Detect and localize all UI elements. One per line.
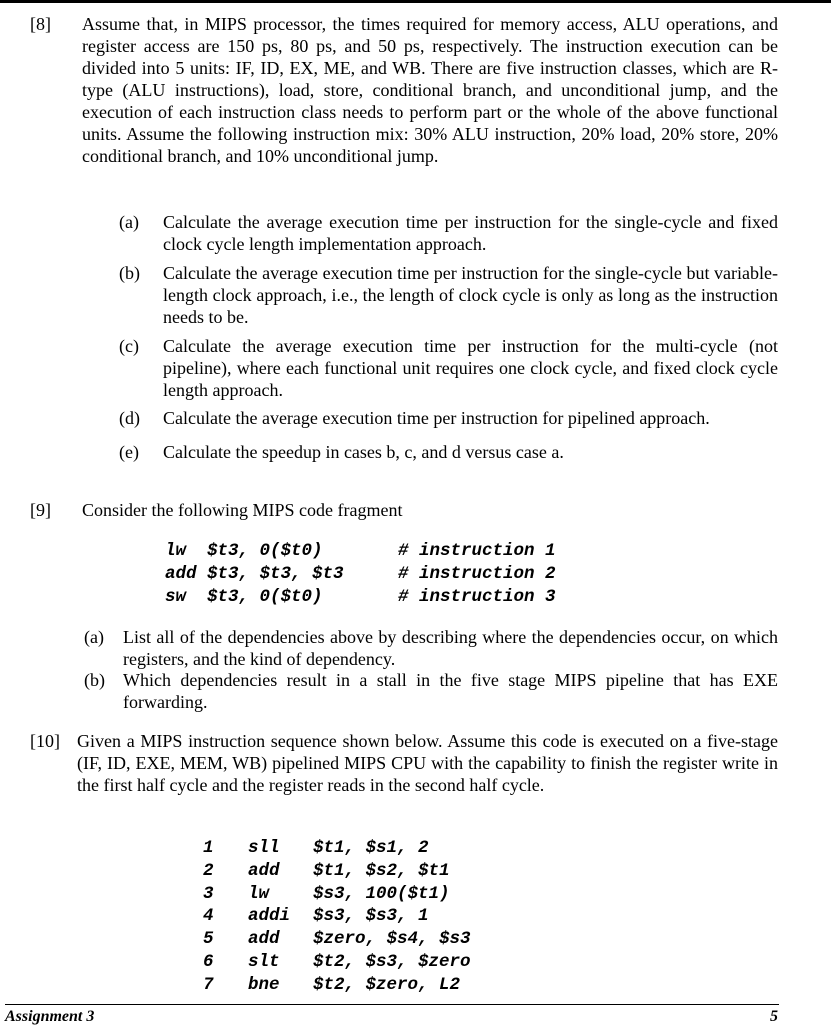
q10-number: [10] [30, 731, 60, 751]
q9-code-line-1: lw $t3, 0($t0) [165, 541, 323, 561]
footer-title: Assignment 3 [5, 1008, 95, 1025]
q10-code-operands: $t1, $s2, $t1 [313, 860, 450, 881]
q10-code-line-number: 6 [203, 952, 214, 972]
q9-code-comment-2: # instruction 2 [398, 564, 556, 584]
q10-code-mnemonic: sll [248, 838, 280, 858]
q10-code-operands: $s3, 100($t1) [313, 883, 450, 904]
q8-number: [8] [30, 14, 51, 34]
q9-b-text: Which dependencies result in a stall in the five stage MIPS pipeline that has EXE forwarding. [123, 670, 778, 712]
q8-e-text: Calculate the speedup in cases b, c, and d versus case a. [163, 442, 564, 462]
q9-a-label: (a) [84, 627, 104, 647]
q8-c-text: Calculate the average execution time per instruction for the multi-cycle (not pipeline), where each functional unit requires one clock cycle, and fixed clock cycle length approach. [163, 336, 778, 400]
q9-code-comment-1: # instruction 1 [398, 541, 556, 561]
q8-b-text: Calculate the average execution time per instruction for the single-cycle but variable-length clock approach, i.e., the length of clock cycle is only as long as the instruction needs to be. [163, 263, 778, 327]
q9-text: Consider the following MIPS code fragment [82, 500, 403, 520]
q8-c-label: (c) [119, 336, 139, 356]
q10-code-mnemonic: bne [248, 974, 280, 995]
q10-code-line-number: 7 [203, 974, 214, 995]
q9-code-line-2: add $t3, $t3, $t3 [165, 564, 344, 584]
q10-code-operands: $t1, $s1, 2 [313, 838, 429, 858]
q9-a-text: List all of the dependencies above by describing where the dependencies occur, on which registers, and the kind of dependency. [123, 627, 778, 669]
q10-code-mnemonic: add [248, 929, 280, 950]
q8-d-label: (d) [119, 408, 140, 428]
q10-code-operands: $t2, $zero, L2 [313, 974, 461, 995]
q10-code-mnemonic: lw [248, 883, 270, 904]
q8-text: Assume that, in MIPS processor, the times required for memory access, ALU operations, and register access are 150 ps, 80 ps, and 50 ps, respectively. The instruction execution can be divided into 5 units: IF, ID, EX, ME, and WB. There are five instruction classes, which are R-type (ALU instructions), load, store, conditional branch, and unconditional jump, and the execution of each instruction class needs to perform part or the whole of the above functional units. Assume the following instruction mix: 30% ALU instruction, 20% load, 20% store, 20% conditional branch, and 10% unconditional jump. [82, 14, 778, 166]
q8-b-label: (b) [119, 263, 140, 283]
q8-d-text: Calculate the average execution time per instruction for pipelined approach. [163, 408, 710, 428]
q8-e-label: (e) [119, 442, 139, 462]
q10-code-line-number: 1 [203, 838, 214, 858]
q10-code-mnemonic: addi [248, 906, 291, 927]
q10-code-mnemonic: add [248, 860, 280, 881]
q10-code-mnemonic: slt [248, 952, 280, 972]
q8-a-label: (a) [119, 212, 139, 232]
q8-a-text: Calculate the average execution time per instruction for the single-cycle and fixed clock cycle length implementation approach. [163, 212, 778, 254]
q10-text: Given a MIPS instruction sequence shown below. Assume this code is executed on a five-stage (IF, ID, EXE, MEM, WB) pipelined MIPS CPU with the capability to finish the register write in the first half cycle and the register reads in the second half cycle. [77, 731, 778, 795]
q10-code-operands: $t2, $s3, $zero [313, 952, 471, 972]
q10-code-line-number: 2 [203, 860, 214, 881]
footer-rule [5, 1004, 779, 1005]
q10-code-operands: $s3, $s3, 1 [313, 906, 429, 927]
q9-code-comment-3: # instruction 3 [398, 587, 556, 607]
q10-code-line-number: 5 [203, 929, 214, 950]
q10-code-line-number: 4 [203, 906, 214, 927]
q9-code-line-3: sw $t3, 0($t0) [165, 587, 323, 607]
top-rule [0, 0, 831, 3]
q9-b-label: (b) [84, 670, 105, 690]
q10-code-operands: $zero, $s4, $s3 [313, 929, 471, 950]
q10-code-line-number: 3 [203, 883, 214, 904]
q9-number: [9] [30, 500, 51, 520]
footer-page-number: 5 [770, 1008, 778, 1025]
